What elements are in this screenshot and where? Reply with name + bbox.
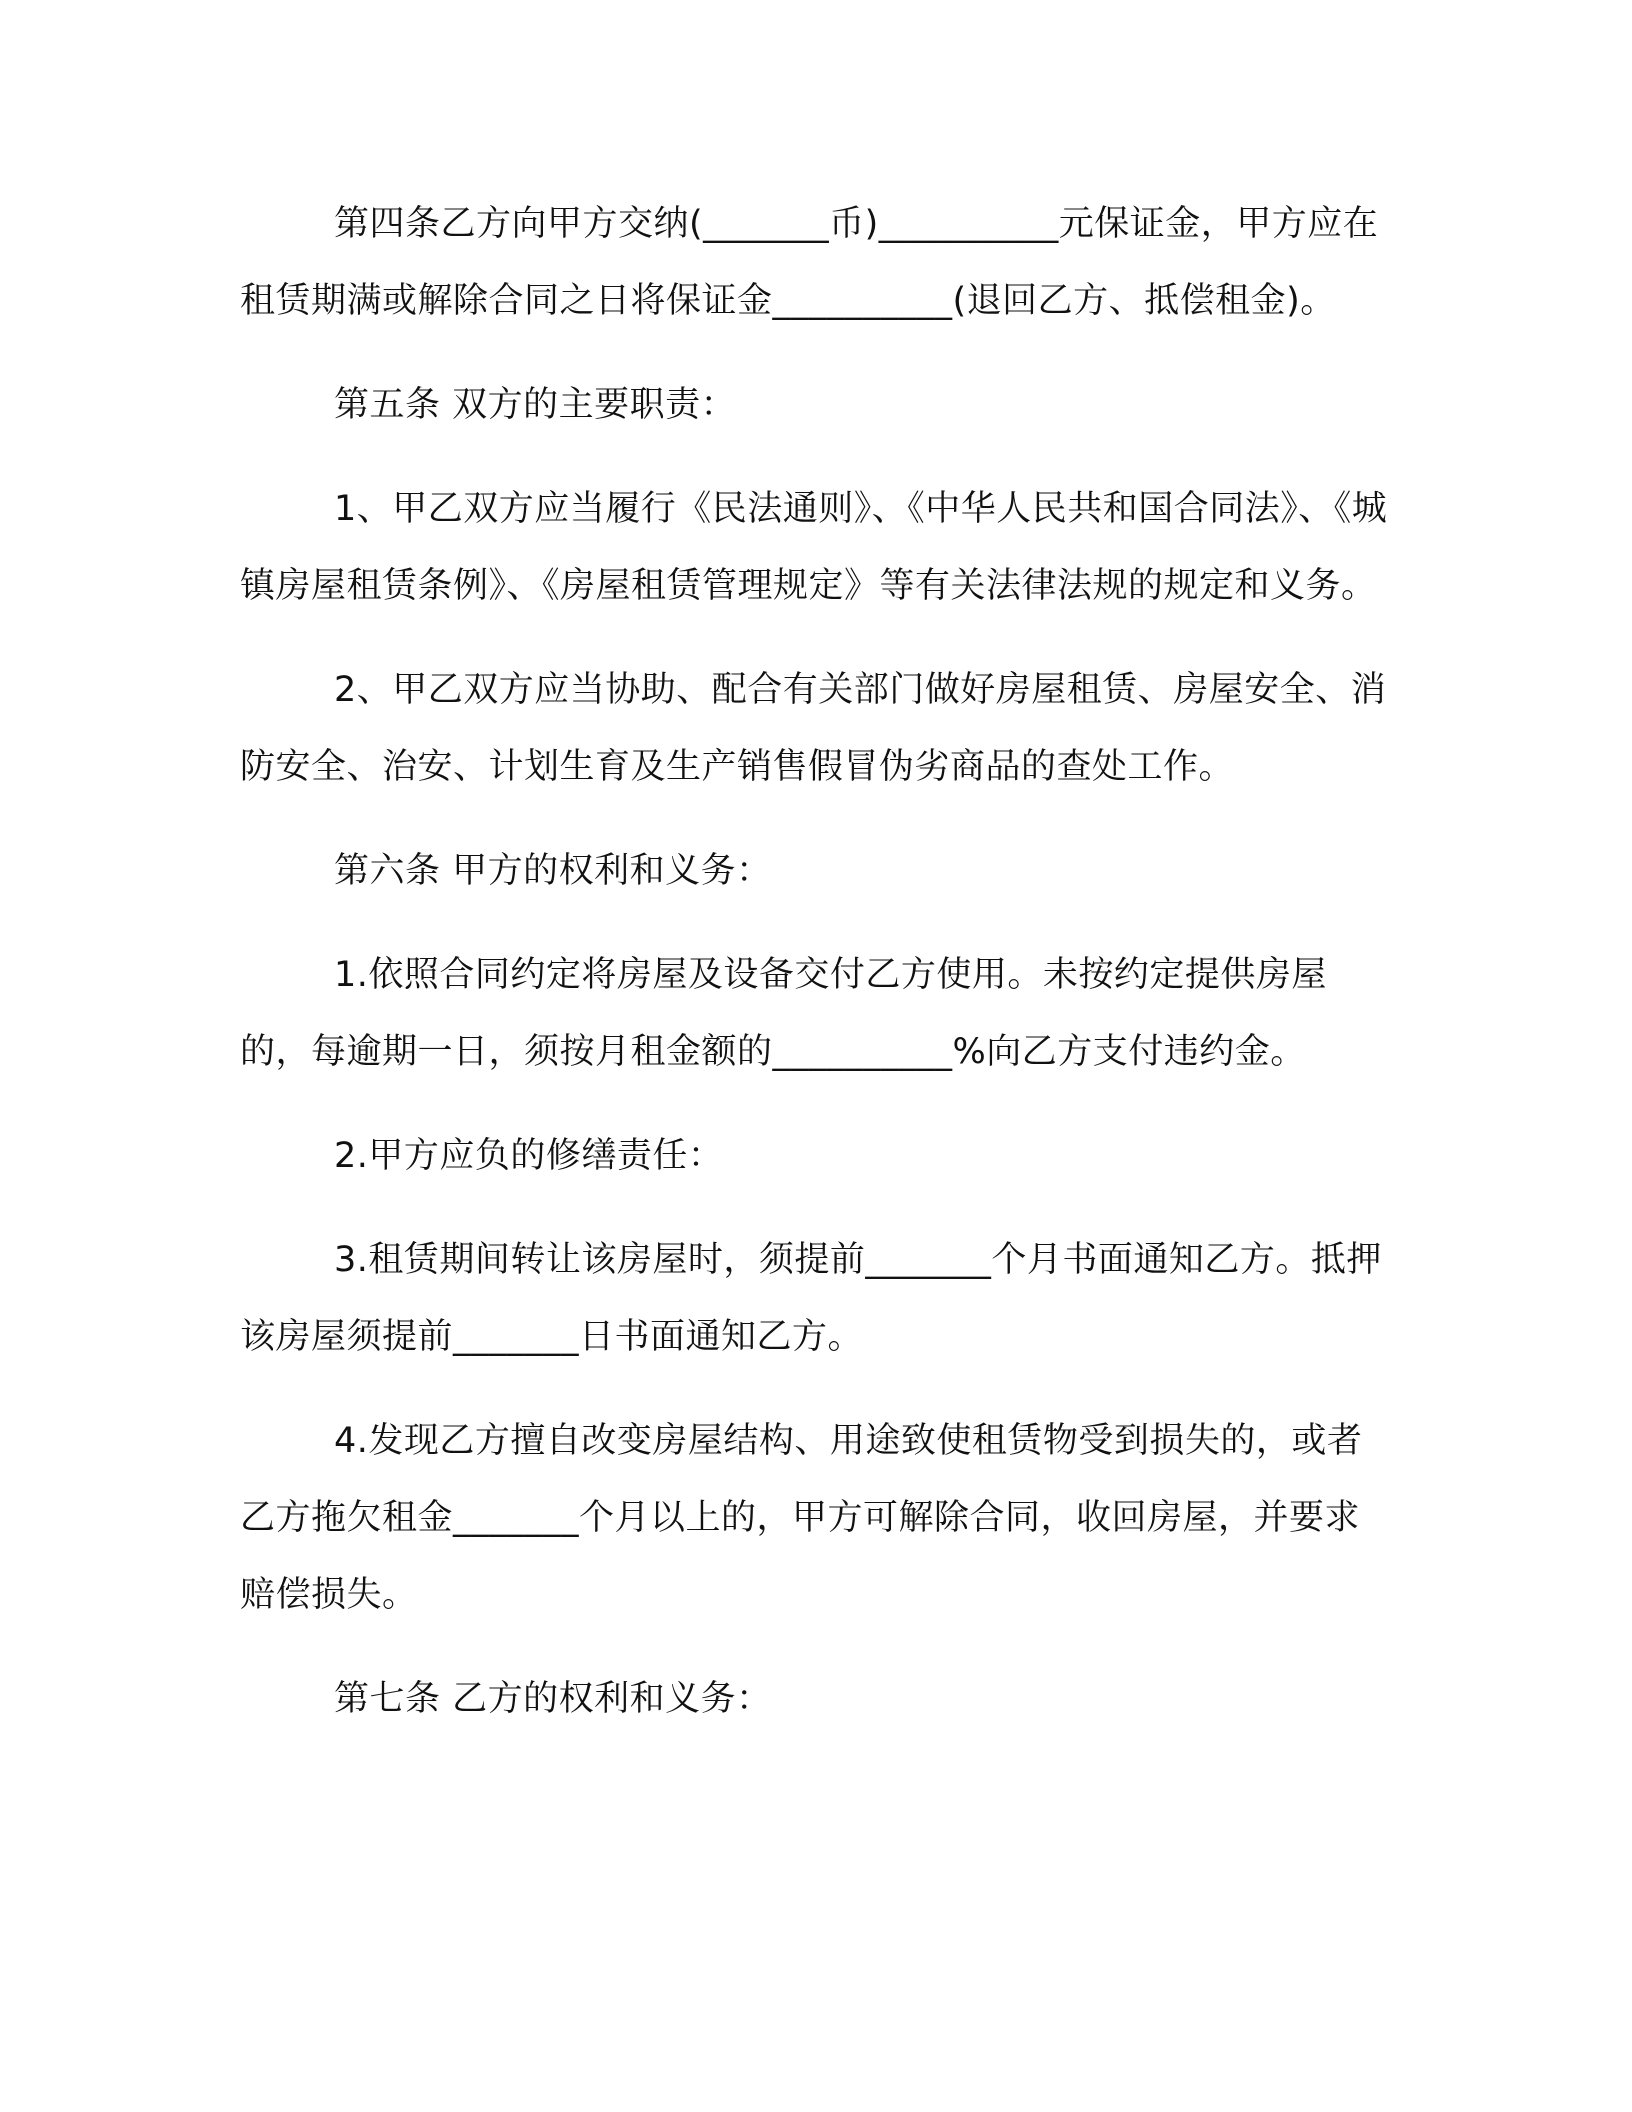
article-6-item-4: 4.发现乙方擅自改变房屋结构、用途致使租赁物受到损失的，或者乙方拖欠租金_______个月以上的，甲方可解除合同，收回房屋，并要求赔偿损失。	[240, 1421, 1363, 1615]
article-6-item-2: 2.甲方应负的修缮责任：	[334, 1136, 724, 1176]
article-7-heading: 第七条 乙方的权利和义务：	[334, 1679, 772, 1719]
article-6-item-1: 1.依照合同约定将房屋及设备交付乙方使用。未按约定提供房屋的，每逾期一日，须按月租金额的__________%向乙方支付违约金。	[240, 955, 1327, 1072]
article-4-deposit: 第四条乙方向甲方交纳(_______币)__________元保证金，甲方应在租赁期满或解除合同之日将保证金__________(退回乙方、抵偿租金)。	[240, 204, 1379, 321]
article-5-item-1: 1、甲乙双方应当履行《民法通则》、《中华人民共和国合同法》、《城镇房屋租赁条例》、《房屋租赁管理规定》等有关法律法规的规定和义务。	[240, 489, 1388, 606]
article-6-item-3: 3.租赁期间转让该房屋时，须提前_______个月书面通知乙方。抵押该房屋须提前_______日书面通知乙方。	[240, 1240, 1382, 1357]
article-5-heading: 第五条 双方的主要职责：	[334, 385, 737, 425]
contract-body	[240, 186, 1390, 1738]
article-5-item-2: 2、甲乙双方应当协助、配合有关部门做好房屋租赁、房屋安全、消防安全、治安、计划生育及生产销售假冒伪劣商品的查处工作。	[240, 670, 1387, 787]
article-6-heading: 第六条 甲方的权利和义务：	[334, 851, 772, 891]
